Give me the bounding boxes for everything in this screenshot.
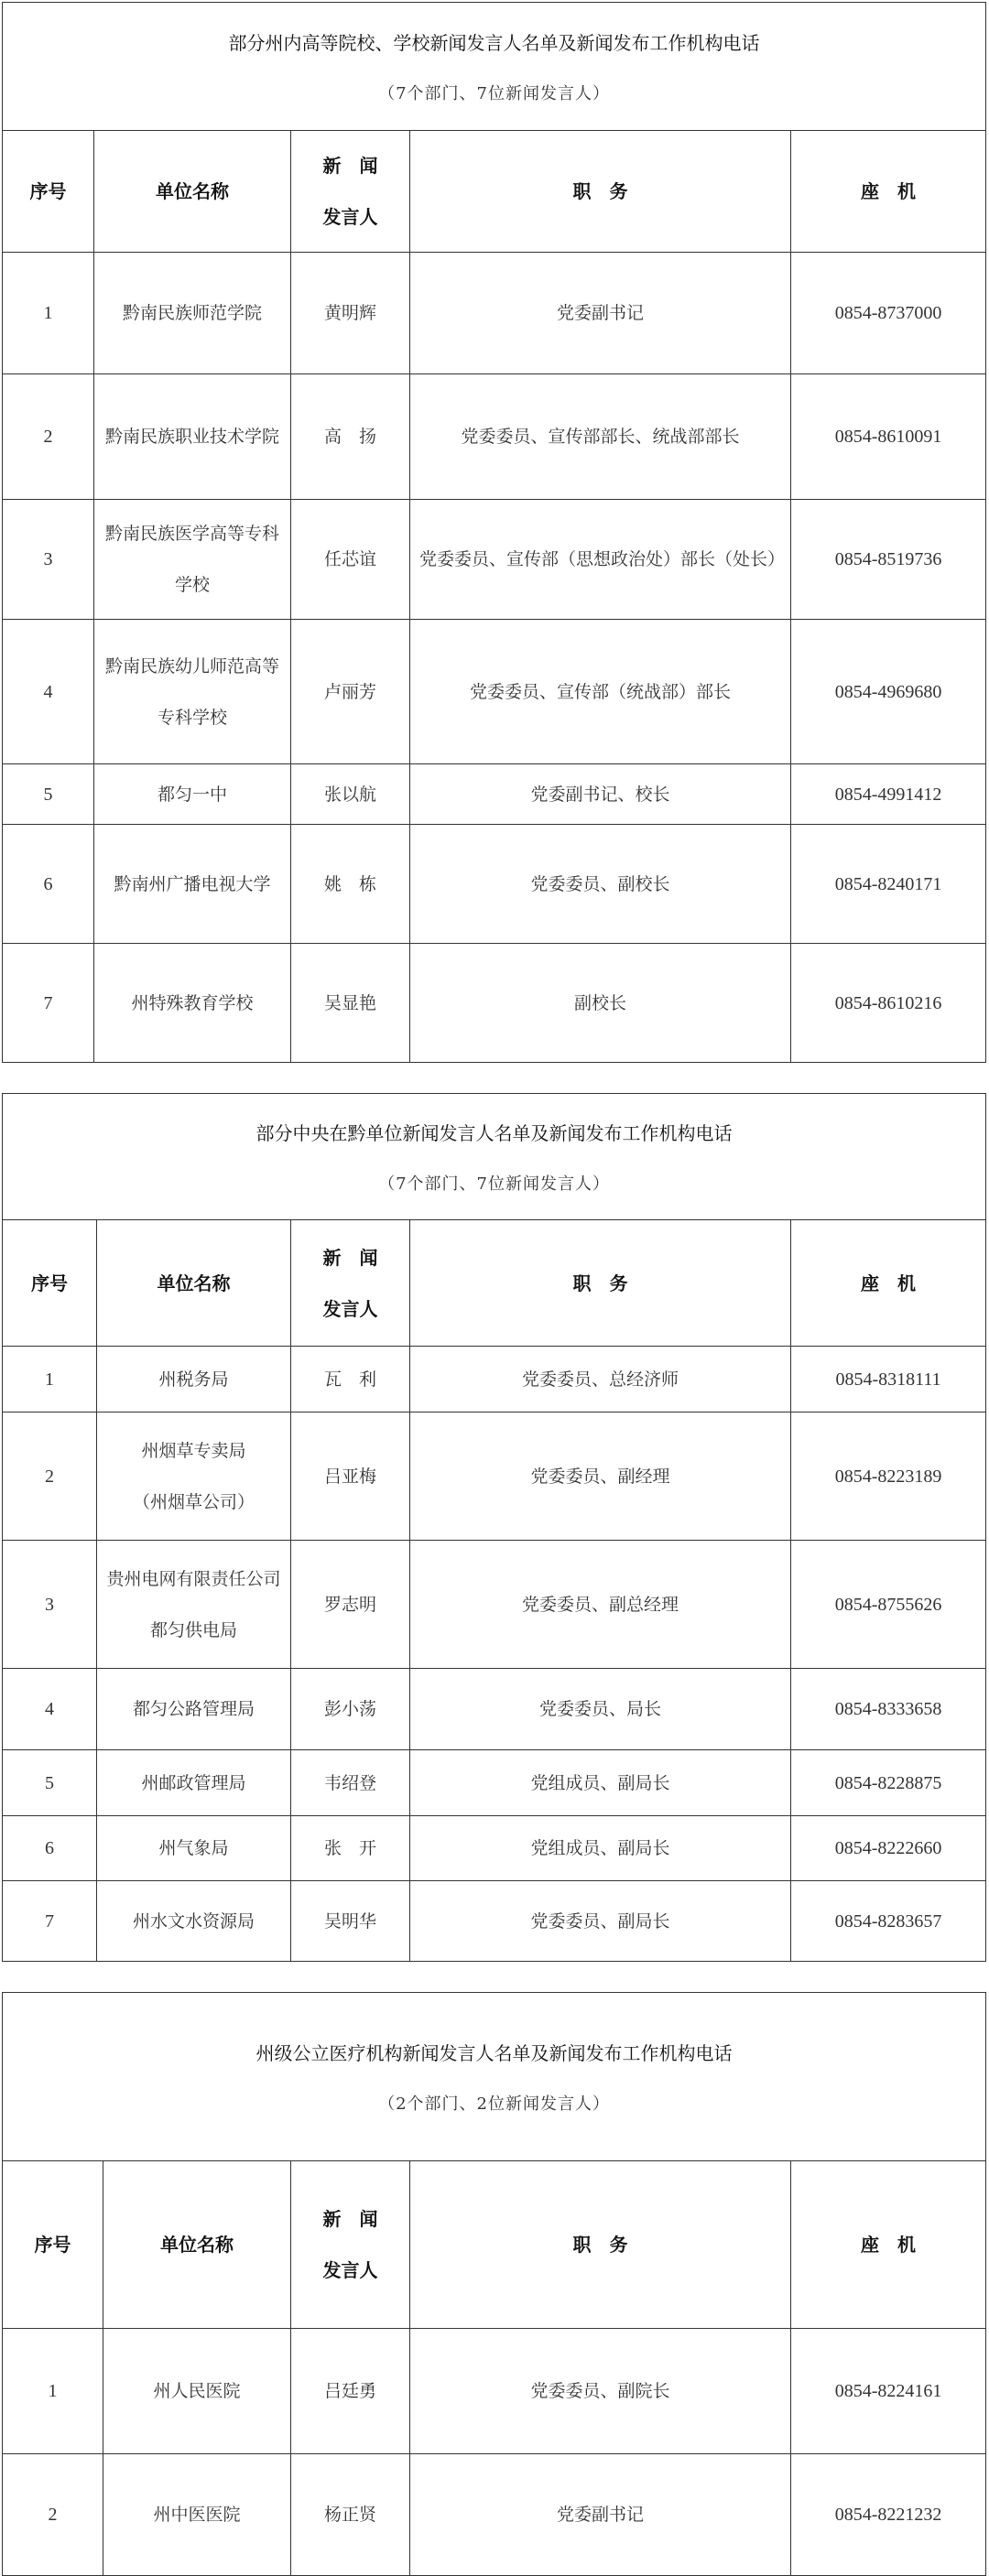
row-phone: 0854-8333658	[791, 1669, 986, 1750]
table-title: 部分州内高等院校、学校新闻发言人名单及新闻发布工作机构电话	[228, 31, 760, 54]
row-unit: 州邮政管理局	[97, 1750, 291, 1816]
row-phone: 0854-8318111	[791, 1347, 986, 1412]
row-speaker: 吕亚梅	[291, 1412, 410, 1541]
row-phone: 0854-4991412	[791, 764, 986, 825]
row-position: 党委委员、宣传部（思想政治处）部长（处长）	[410, 500, 791, 620]
header-speaker: 新 闻 发言人	[291, 1220, 410, 1347]
row-speaker: 瓦 利	[291, 1347, 410, 1412]
header-phone: 座 机	[791, 1220, 986, 1347]
row-phone: 0854-8222660	[791, 1816, 986, 1881]
row-phone: 0854-8224161	[791, 2329, 986, 2454]
row-index: 1	[3, 1347, 97, 1412]
row-unit: 州人民医院	[103, 2329, 291, 2454]
row-index: 5	[3, 1750, 97, 1816]
table-row	[3, 1412, 986, 1541]
row-position: 党组成员、副局长	[410, 1750, 791, 1816]
row-speaker: 罗志明	[291, 1541, 410, 1669]
row-index: 7	[3, 1881, 97, 1962]
header-index: 序号	[3, 2161, 103, 2329]
table-title-block	[3, 3, 986, 131]
row-unit: 贵州电网有限责任公司都匀供电局	[97, 1541, 291, 1669]
row-position: 党委副书记	[410, 2454, 791, 2576]
speaker-table-universities	[2, 2, 986, 1063]
table-row	[3, 500, 986, 620]
row-position: 党委委员、副总经理	[410, 1541, 791, 1669]
row-phone: 0854-8228875	[791, 1750, 986, 1816]
header-index: 序号	[3, 1220, 97, 1347]
row-speaker: 张以航	[291, 764, 410, 825]
row-phone: 0854-8737000	[791, 253, 986, 374]
row-position: 党委委员、副经理	[410, 1412, 791, 1541]
header-unit: 单位名称	[103, 2161, 291, 2329]
row-unit: 州特殊教育学校	[94, 944, 291, 1063]
row-unit: 黔南民族幼儿师范高等专科学校	[94, 620, 291, 764]
row-index: 3	[3, 1541, 97, 1669]
row-unit: 都匀公路管理局	[97, 1669, 291, 1750]
row-position: 党委委员、局长	[410, 1669, 791, 1750]
row-position: 党委副书记	[410, 253, 791, 374]
table-row	[3, 2454, 986, 2576]
row-unit: 州水文水资源局	[97, 1881, 291, 1962]
row-phone: 0854-4969680	[791, 620, 986, 764]
table-subtitle: （2个部门、2位新闻发言人）	[378, 2094, 610, 2114]
table-title: 部分中央在黔单位新闻发言人名单及新闻发布工作机构电话	[255, 1121, 733, 1144]
table-row	[3, 1541, 986, 1669]
table-row	[3, 825, 986, 944]
table-subtitle: （7个部门、7位新闻发言人）	[378, 83, 610, 103]
row-index: 4	[3, 1669, 97, 1750]
row-position: 党委委员、副局长	[410, 1881, 791, 1962]
row-index: 3	[3, 500, 94, 620]
row-index: 1	[3, 253, 94, 374]
row-speaker: 韦绍登	[291, 1750, 410, 1816]
header-index: 序号	[3, 131, 94, 253]
row-phone: 0854-8610216	[791, 944, 986, 1063]
table-row	[3, 764, 986, 825]
table-row	[3, 2329, 986, 2454]
row-speaker: 彭小荡	[291, 1669, 410, 1750]
row-index: 6	[3, 1816, 97, 1881]
row-index: 1	[3, 2329, 103, 2454]
row-index: 2	[3, 374, 94, 500]
row-position: 党委委员、副院长	[410, 2329, 791, 2454]
row-position: 党委委员、总经济师	[410, 1347, 791, 1412]
speaker-table-hospitals	[2, 1992, 986, 2576]
table-row	[3, 253, 986, 374]
row-position: 党委委员、副校长	[410, 825, 791, 944]
row-index: 5	[3, 764, 94, 825]
table-title-block	[3, 1094, 986, 1220]
row-speaker: 杨正贤	[291, 2454, 410, 2576]
row-speaker: 吴明华	[291, 1881, 410, 1962]
row-index: 2	[3, 2454, 103, 2576]
row-phone: 0854-8283657	[791, 1881, 986, 1962]
header-speaker: 新 闻 发言人	[291, 2161, 410, 2329]
row-unit: 黔南民族医学高等专科学校	[94, 500, 291, 620]
row-speaker: 姚 栋	[291, 825, 410, 944]
header-position: 职 务	[410, 131, 791, 253]
row-unit: 黔南民族师范学院	[94, 253, 291, 374]
table-row	[3, 1750, 986, 1816]
row-unit: 都匀一中	[94, 764, 291, 825]
header-unit: 单位名称	[94, 131, 291, 253]
row-position: 党委委员、宣传部部长、统战部部长	[410, 374, 791, 500]
row-phone: 0854-8221232	[791, 2454, 986, 2576]
table-row	[3, 1347, 986, 1412]
header-phone: 座 机	[791, 131, 986, 253]
table-row	[3, 944, 986, 1063]
row-speaker: 黄明辉	[291, 253, 410, 374]
row-unit: 州烟草专卖局 （州烟草公司）	[97, 1412, 291, 1541]
row-phone: 0854-8240171	[791, 825, 986, 944]
row-speaker: 任芯谊	[291, 500, 410, 620]
table-subtitle: （7个部门、7位新闻发言人）	[378, 1174, 610, 1194]
row-unit: 黔南州广播电视大学	[94, 825, 291, 944]
row-index: 6	[3, 825, 94, 944]
header-phone: 座 机	[791, 2161, 986, 2329]
table-row	[3, 1669, 986, 1750]
table-row	[3, 1816, 986, 1881]
header-position: 职 务	[410, 1220, 791, 1347]
row-speaker: 张 开	[291, 1816, 410, 1881]
table-row	[3, 374, 986, 500]
table-row	[3, 1881, 986, 1962]
row-unit: 州气象局	[97, 1816, 291, 1881]
speaker-table-central-units	[2, 1093, 986, 1962]
row-index: 4	[3, 620, 94, 764]
header-position: 职 务	[410, 2161, 791, 2329]
table-title: 州级公立医疗机构新闻发言人名单及新闻发布工作机构电话	[255, 2041, 733, 2064]
row-phone: 0854-8755626	[791, 1541, 986, 1669]
row-phone: 0854-8223189	[791, 1412, 986, 1541]
row-index: 7	[3, 944, 94, 1063]
row-unit: 州税务局	[97, 1347, 291, 1412]
row-speaker: 高 扬	[291, 374, 410, 500]
table-title-block	[3, 1993, 986, 2161]
row-speaker: 吕廷勇	[291, 2329, 410, 2454]
row-phone: 0854-8519736	[791, 500, 986, 620]
row-position: 党委副书记、校长	[410, 764, 791, 825]
row-unit: 州中医医院	[103, 2454, 291, 2576]
row-index: 2	[3, 1412, 97, 1541]
row-speaker: 吴显艳	[291, 944, 410, 1063]
row-unit: 黔南民族职业技术学院	[94, 374, 291, 500]
header-speaker: 新 闻 发言人	[291, 131, 410, 253]
table-row	[3, 620, 986, 764]
row-position: 党委委员、宣传部（统战部）部长	[410, 620, 791, 764]
row-phone: 0854-8610091	[791, 374, 986, 500]
row-position: 党组成员、副局长	[410, 1816, 791, 1881]
header-unit: 单位名称	[97, 1220, 291, 1347]
row-speaker: 卢丽芳	[291, 620, 410, 764]
row-position: 副校长	[410, 944, 791, 1063]
